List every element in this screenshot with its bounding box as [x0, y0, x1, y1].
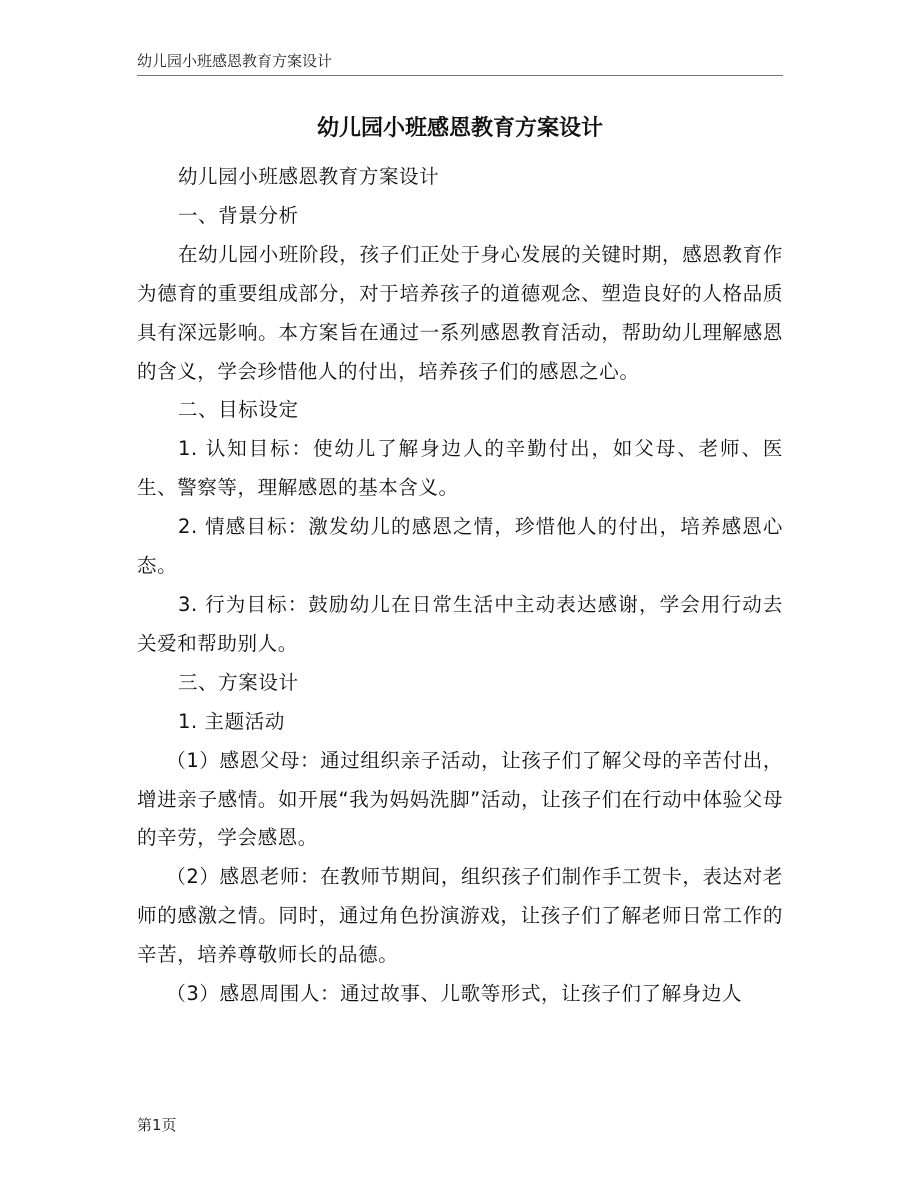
paragraph-subtitle: 幼儿园小班感恩教育方案设计 — [177, 165, 440, 188]
paragraph-goal-cognitive: 1. 认知目标：使幼儿了解身边人的辛勤付出，如父母、老师、医生、警察等，理解感恩的基本含义。 — [137, 437, 783, 500]
subheading-theme-activities: 1. 主题活动 — [177, 709, 285, 733]
running-header: 幼儿园小班感恩教育方案设计 — [137, 50, 783, 76]
paragraph-goal-emotional: 2. 情感目标：激发幼儿的感恩之情，珍惜他人的付出，培养感恩心态。 — [137, 515, 783, 578]
paragraph-thank-others: （3）感恩周围人：通过故事、儿歌等形式，让孩子们了解身边人 — [166, 982, 743, 1006]
document-title: 幼儿园小班感恩教育方案设计 — [316, 116, 603, 141]
paragraph-background: 在幼儿园小班阶段，孩子们正处于身心发展的关键时期，感恩教育作为德育的重要组成部分，对于培养孩子的道德观念、塑造良好的人格品质具有深远影响。本方案旨在通过一系列感恩教育活动，帮助幼儿理解感恩的含义，学会珍惜他人的付出，培养孩子们的感恩之心。 — [137, 242, 783, 383]
document-body — [137, 158, 783, 1014]
paragraph-goal-behavioral: 3. 行为目标：鼓励幼儿在日常生活中主动表达感谢，学会用行动去关爱和帮助别人。 — [137, 592, 783, 655]
section-heading-plan: 三、方案设计 — [177, 670, 299, 694]
section-heading-goals: 二、目标设定 — [177, 398, 299, 422]
section-heading-background: 一、背景分析 — [177, 203, 299, 227]
page-number: 第1页 — [137, 1116, 177, 1134]
paragraph-thank-teachers: （2）感恩老师：在教师节期间，组织孩子们制作手工贺卡，表达对老师的感激之情。同时，通过角色扮演游戏，让孩子们了解老师日常工作的辛苦，培养尊敬师长的品德。 — [137, 865, 783, 967]
paragraph-thank-parents: （1）感恩父母：通过组织亲子活动，让孩子们了解父母的辛苦付出，增进亲子感情。如开展“我为妈妈洗脚”活动，让孩子们在行动中体验父母的辛劳，学会感恩。 — [137, 748, 783, 850]
